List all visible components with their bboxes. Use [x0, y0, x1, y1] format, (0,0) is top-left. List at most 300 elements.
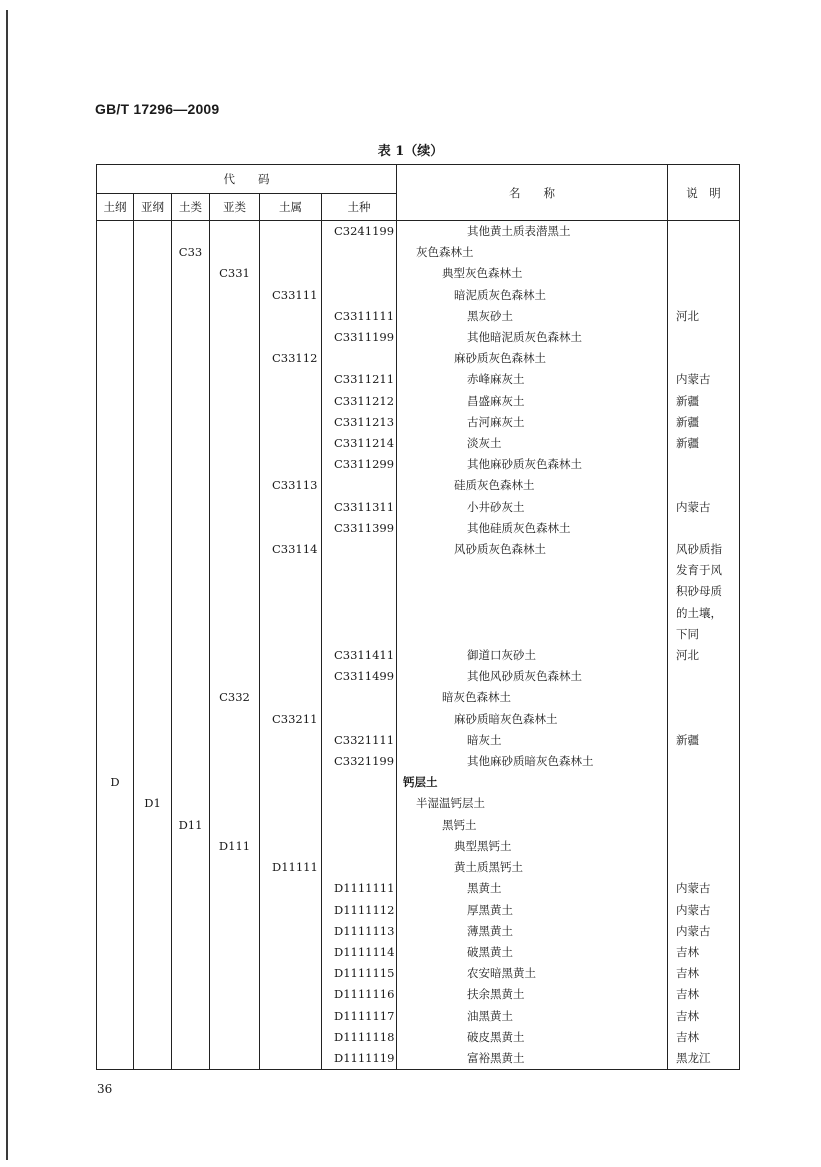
table-row — [97, 624, 740, 645]
soil-name: 黑黄土 — [397, 878, 668, 899]
suborder-code — [134, 581, 172, 602]
order-code — [97, 518, 134, 539]
table-row — [97, 921, 740, 942]
species-code: D1111119 — [322, 1048, 397, 1070]
region-note: 吉林 — [668, 1006, 740, 1027]
group-code — [172, 285, 210, 306]
family-code — [260, 1048, 322, 1070]
species-code: C3321111 — [322, 730, 397, 751]
order-code — [97, 412, 134, 433]
scan-margin-rule — [6, 10, 8, 1160]
group-code — [172, 709, 210, 730]
region-note — [668, 518, 740, 539]
region-note — [668, 454, 740, 475]
subgroup-code — [210, 391, 260, 412]
order-code — [97, 963, 134, 984]
region-note: 吉林 — [668, 1027, 740, 1048]
group-header: 土类 — [172, 194, 210, 221]
family-code — [260, 624, 322, 645]
region-note — [668, 793, 740, 814]
order-code — [97, 687, 134, 708]
family-code — [260, 921, 322, 942]
species-code: C3311213 — [322, 412, 397, 433]
species-code: C3311212 — [322, 391, 397, 412]
species-code — [322, 560, 397, 581]
soil-classification-table — [96, 164, 740, 1070]
region-note: 吉林 — [668, 942, 740, 963]
soil-name: 小井砂灰土 — [397, 497, 668, 518]
region-note: 内蒙古 — [668, 369, 740, 390]
species-code — [322, 687, 397, 708]
suborder-code — [134, 412, 172, 433]
name-header: 名 称 — [397, 165, 668, 221]
species-code: D1111116 — [322, 984, 397, 1005]
species-code — [322, 836, 397, 857]
order-code: D — [97, 772, 134, 793]
soil-name — [397, 560, 668, 581]
species-code: C3241199 — [322, 221, 397, 243]
group-code — [172, 900, 210, 921]
family-code — [260, 242, 322, 263]
region-note: 风砂质指 — [668, 539, 740, 560]
family-code: C33114 — [260, 539, 322, 560]
species-code: C3311211 — [322, 369, 397, 390]
region-note — [668, 857, 740, 878]
subgroup-code — [210, 1027, 260, 1048]
family-code — [260, 878, 322, 899]
subgroup-header: 亚类 — [210, 194, 260, 221]
species-code: D1111118 — [322, 1027, 397, 1048]
soil-name: 薄黑黄土 — [397, 921, 668, 942]
group-code — [172, 836, 210, 857]
standard-number: GB/T 17296—2009 — [95, 101, 220, 117]
subgroup-code — [210, 857, 260, 878]
family-code — [260, 687, 322, 708]
order-code — [97, 793, 134, 814]
family-code — [260, 221, 322, 243]
species-code — [322, 539, 397, 560]
subgroup-code — [210, 942, 260, 963]
group-code — [172, 348, 210, 369]
group-code — [172, 793, 210, 814]
suborder-code — [134, 624, 172, 645]
species-code — [322, 581, 397, 602]
region-note: 的土壤， — [668, 603, 740, 624]
family-code — [260, 603, 322, 624]
family-code — [260, 793, 322, 814]
species-code — [322, 793, 397, 814]
family-code: C33112 — [260, 348, 322, 369]
subgroup-code — [210, 963, 260, 984]
suborder-code — [134, 1048, 172, 1070]
group-code — [172, 1006, 210, 1027]
order-code — [97, 1027, 134, 1048]
soil-name: 破皮黑黄土 — [397, 1027, 668, 1048]
subgroup-code — [210, 1006, 260, 1027]
order-code — [97, 815, 134, 836]
table-row — [97, 751, 740, 772]
order-code — [97, 497, 134, 518]
suborder-code — [134, 285, 172, 306]
subgroup-code — [210, 624, 260, 645]
order-code — [97, 751, 134, 772]
species-code: C3311311 — [322, 497, 397, 518]
group-code — [172, 454, 210, 475]
soil-name: 灰色森林土 — [397, 242, 668, 263]
region-note: 内蒙古 — [668, 878, 740, 899]
soil-name: 暗灰土 — [397, 730, 668, 751]
table-row — [97, 857, 740, 878]
order-code — [97, 942, 134, 963]
suborder-code — [134, 539, 172, 560]
soil-name: 黄土质黑钙土 — [397, 857, 668, 878]
table-row — [97, 1006, 740, 1027]
family-code — [260, 433, 322, 454]
table-row — [97, 1027, 740, 1048]
order-code — [97, 1006, 134, 1027]
family-code: C33113 — [260, 475, 322, 496]
region-note — [668, 475, 740, 496]
subgroup-code — [210, 709, 260, 730]
subgroup-code — [210, 306, 260, 327]
subgroup-code — [210, 412, 260, 433]
soil-name: 古河麻灰土 — [397, 412, 668, 433]
species-code: C3311199 — [322, 327, 397, 348]
soil-name: 麻砂质暗灰色森林土 — [397, 709, 668, 730]
family-code — [260, 263, 322, 284]
region-note — [668, 263, 740, 284]
family-code — [260, 751, 322, 772]
soil-name — [397, 624, 668, 645]
order-code — [97, 433, 134, 454]
family-code — [260, 963, 322, 984]
family-header: 土属 — [260, 194, 322, 221]
order-code — [97, 221, 134, 243]
soil-name: 典型灰色森林土 — [397, 263, 668, 284]
group-code — [172, 369, 210, 390]
subgroup-code — [210, 815, 260, 836]
order-code — [97, 984, 134, 1005]
family-code — [260, 369, 322, 390]
soil-name: 淡灰土 — [397, 433, 668, 454]
species-header: 土种 — [322, 194, 397, 221]
group-code — [172, 518, 210, 539]
subgroup-code — [210, 560, 260, 581]
suborder-code — [134, 518, 172, 539]
table-row — [97, 984, 740, 1005]
table-row — [97, 285, 740, 306]
suborder-code — [134, 815, 172, 836]
subgroup-code — [210, 603, 260, 624]
subgroup-code — [210, 900, 260, 921]
table-caption: 表 1（续） — [377, 144, 444, 159]
family-code — [260, 581, 322, 602]
region-note: 河北 — [668, 306, 740, 327]
region-note — [668, 836, 740, 857]
suborder-code — [134, 857, 172, 878]
region-note — [668, 751, 740, 772]
subgroup-code — [210, 221, 260, 243]
order-code — [97, 900, 134, 921]
order-code — [97, 624, 134, 645]
suborder-code — [134, 327, 172, 348]
group-code — [172, 497, 210, 518]
family-code — [260, 412, 322, 433]
soil-name: 赤峰麻灰土 — [397, 369, 668, 390]
species-code: C3311399 — [322, 518, 397, 539]
table-row — [97, 942, 740, 963]
suborder-code — [134, 306, 172, 327]
family-code: C33211 — [260, 709, 322, 730]
table-row — [97, 433, 740, 454]
group-code — [172, 1027, 210, 1048]
suborder-code — [134, 772, 172, 793]
table-row — [97, 539, 740, 560]
region-note — [668, 815, 740, 836]
family-code: D11111 — [260, 857, 322, 878]
group-code — [172, 857, 210, 878]
order-code — [97, 263, 134, 284]
species-code: D1111115 — [322, 963, 397, 984]
order-code — [97, 475, 134, 496]
species-code — [322, 857, 397, 878]
family-code — [260, 772, 322, 793]
species-code — [322, 242, 397, 263]
family-code — [260, 730, 322, 751]
family-code — [260, 518, 322, 539]
order-code — [97, 539, 134, 560]
species-code — [322, 603, 397, 624]
table-row — [97, 900, 740, 921]
order-code — [97, 454, 134, 475]
species-code — [322, 772, 397, 793]
table-row — [97, 369, 740, 390]
subgroup-code — [210, 475, 260, 496]
soil-name: 其他麻砂质灰色森林土 — [397, 454, 668, 475]
region-note — [668, 221, 740, 243]
family-code — [260, 984, 322, 1005]
order-code — [97, 921, 134, 942]
species-code — [322, 709, 397, 730]
soil-name — [397, 581, 668, 602]
region-note: 吉林 — [668, 963, 740, 984]
species-code: D1111114 — [322, 942, 397, 963]
group-code — [172, 1048, 210, 1070]
region-note — [668, 666, 740, 687]
suborder-code — [134, 687, 172, 708]
suborder-code — [134, 1006, 172, 1027]
table-row — [97, 242, 740, 263]
soil-name: 硅质灰色森林土 — [397, 475, 668, 496]
subgroup-code — [210, 454, 260, 475]
suborder-code — [134, 942, 172, 963]
subgroup-code — [210, 793, 260, 814]
group-code — [172, 666, 210, 687]
region-note: 下同 — [668, 624, 740, 645]
family-code — [260, 900, 322, 921]
soil-name: 昌盛麻灰土 — [397, 391, 668, 412]
suborder-code: D1 — [134, 793, 172, 814]
table-row — [97, 730, 740, 751]
group-code — [172, 539, 210, 560]
soil-name — [397, 603, 668, 624]
soil-name: 扶余黑黄土 — [397, 984, 668, 1005]
group-code — [172, 221, 210, 243]
group-code: D11 — [172, 815, 210, 836]
region-note: 发育于风 — [668, 560, 740, 581]
group-code — [172, 963, 210, 984]
table-row — [97, 709, 740, 730]
subgroup-code — [210, 539, 260, 560]
subgroup-code — [210, 242, 260, 263]
soil-name: 半湿温钙层土 — [397, 793, 668, 814]
table-row — [97, 772, 740, 793]
suborder-code — [134, 475, 172, 496]
suborder-code — [134, 730, 172, 751]
table-row — [97, 518, 740, 539]
species-code: C3311214 — [322, 433, 397, 454]
suborder-code — [134, 242, 172, 263]
species-code — [322, 624, 397, 645]
subgroup-code — [210, 984, 260, 1005]
group-code — [172, 412, 210, 433]
subgroup-code — [210, 497, 260, 518]
suborder-code — [134, 433, 172, 454]
species-code — [322, 263, 397, 284]
region-note: 吉林 — [668, 984, 740, 1005]
region-note — [668, 327, 740, 348]
suborder-code — [134, 1027, 172, 1048]
species-code: C3311111 — [322, 306, 397, 327]
species-code — [322, 285, 397, 306]
family-code — [260, 836, 322, 857]
suborder-code — [134, 709, 172, 730]
suborder-code — [134, 454, 172, 475]
region-note: 新疆 — [668, 391, 740, 412]
family-code — [260, 327, 322, 348]
order-code — [97, 560, 134, 581]
suborder-code — [134, 836, 172, 857]
suborder-code — [134, 348, 172, 369]
subgroup-code: C332 — [210, 687, 260, 708]
table-row — [97, 645, 740, 666]
order-code — [97, 730, 134, 751]
suborder-code — [134, 221, 172, 243]
family-code — [260, 1006, 322, 1027]
group-code — [172, 624, 210, 645]
family-code — [260, 391, 322, 412]
group-code — [172, 730, 210, 751]
soil-name: 御道口灰砂土 — [397, 645, 668, 666]
species-code: D1111117 — [322, 1006, 397, 1027]
region-note — [668, 242, 740, 263]
table-row — [97, 815, 740, 836]
subgroup-code — [210, 433, 260, 454]
subgroup-code — [210, 369, 260, 390]
region-note — [668, 285, 740, 306]
group-code — [172, 921, 210, 942]
soil-name: 暗泥质灰色森林土 — [397, 285, 668, 306]
soil-name: 其他黄土质表潜黑土 — [397, 221, 668, 243]
table-row — [97, 412, 740, 433]
table-row — [97, 348, 740, 369]
family-code: C33111 — [260, 285, 322, 306]
suborder-code — [134, 666, 172, 687]
subgroup-code — [210, 878, 260, 899]
region-note — [668, 348, 740, 369]
subgroup-code: D111 — [210, 836, 260, 857]
species-code: C3311499 — [322, 666, 397, 687]
group-code — [172, 751, 210, 772]
subgroup-code — [210, 666, 260, 687]
soil-name: 破黑黄土 — [397, 942, 668, 963]
group-code — [172, 581, 210, 602]
species-code: C3321199 — [322, 751, 397, 772]
soil-name: 黑钙土 — [397, 815, 668, 836]
group-code — [172, 984, 210, 1005]
family-code — [260, 306, 322, 327]
suborder-code — [134, 391, 172, 412]
soil-name: 钙层土 — [397, 772, 668, 793]
soil-name: 油黑黄土 — [397, 1006, 668, 1027]
subgroup-code — [210, 1048, 260, 1070]
table-row — [97, 221, 740, 243]
soil-name: 黑灰砂土 — [397, 306, 668, 327]
group-code — [172, 391, 210, 412]
suborder-code — [134, 603, 172, 624]
group-code — [172, 878, 210, 899]
soil-name: 其他麻砂质暗灰色森林土 — [397, 751, 668, 772]
table-row — [97, 581, 740, 602]
group-code — [172, 645, 210, 666]
soil-name: 其他硅质灰色森林土 — [397, 518, 668, 539]
species-code: D1111113 — [322, 921, 397, 942]
soil-name: 典型黑钙土 — [397, 836, 668, 857]
soil-name: 农安暗黑黄土 — [397, 963, 668, 984]
table-row — [97, 475, 740, 496]
region-note — [668, 687, 740, 708]
species-code — [322, 475, 397, 496]
order-code — [97, 327, 134, 348]
soil-name: 风砂质灰色森林土 — [397, 539, 668, 560]
order-code — [97, 878, 134, 899]
table-row — [97, 793, 740, 814]
table-row — [97, 263, 740, 284]
table-row — [97, 306, 740, 327]
family-code — [260, 942, 322, 963]
table-row — [97, 454, 740, 475]
species-code: D1111111 — [322, 878, 397, 899]
family-code — [260, 645, 322, 666]
region-note: 黑龙江 — [668, 1048, 740, 1070]
suborder-code — [134, 751, 172, 772]
group-code — [172, 603, 210, 624]
table-row — [97, 497, 740, 518]
table-row — [97, 391, 740, 412]
group-code — [172, 772, 210, 793]
subgroup-code — [210, 772, 260, 793]
subgroup-code — [210, 327, 260, 348]
order-code — [97, 391, 134, 412]
order-code — [97, 306, 134, 327]
suborder-code — [134, 645, 172, 666]
group-code — [172, 306, 210, 327]
subgroup-code — [210, 730, 260, 751]
table-row — [97, 1048, 740, 1070]
subgroup-code: C331 — [210, 263, 260, 284]
order-code — [97, 348, 134, 369]
soil-name: 其他暗泥质灰色森林土 — [397, 327, 668, 348]
